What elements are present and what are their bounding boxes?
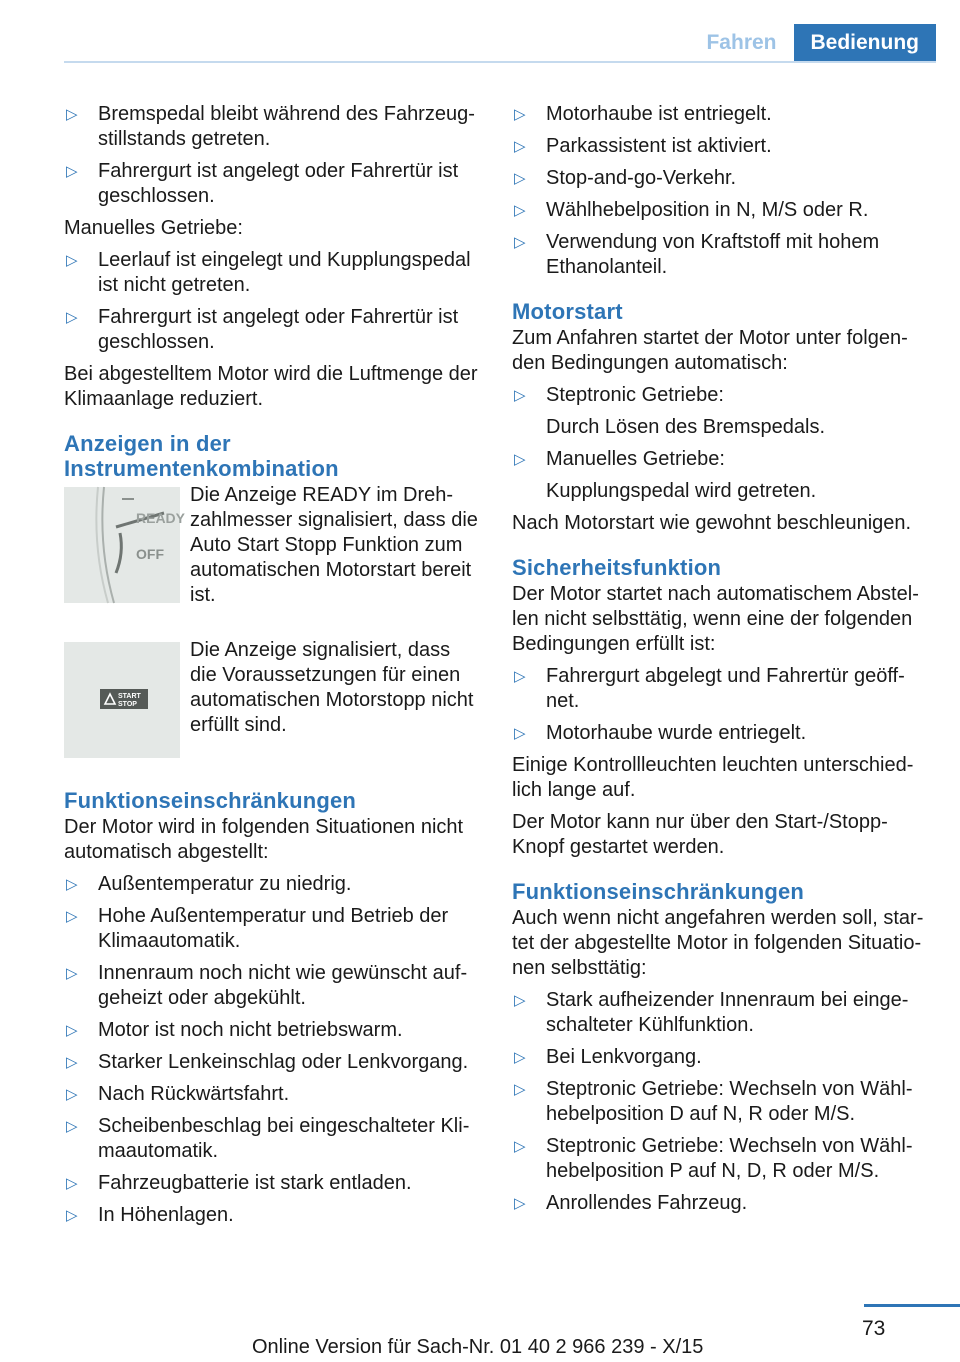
triangle-bullet-icon: ▷	[66, 908, 78, 925]
triangle-bullet-icon: ▷	[514, 202, 526, 219]
header-divider	[64, 61, 936, 63]
list-item: ▷ Stop-and-go-Verkehr.	[514, 167, 737, 189]
triangle-bullet-icon: ▷	[514, 1138, 526, 1155]
list-item: ▷ Nach Rückwärtsfahrt.	[66, 1083, 290, 1105]
list-item: ▷ Bremspedal bleibt während des Fahrzeugstillstands getreten.	[66, 103, 475, 150]
heading-safety: Sicherheitsfunktion	[512, 555, 722, 580]
triangle-bullet-icon: ▷	[514, 106, 526, 123]
limits-list-continued	[512, 102, 928, 280]
list-item: ▷ Parkassistent ist aktiviert.	[514, 135, 772, 157]
triangle-bullet-icon: ▷	[66, 1022, 78, 1039]
triangle-bullet-icon: ▷	[514, 725, 526, 742]
footer-version-text: Online Version für Sach-Nr. 01 40 2 966 239 - X/15	[252, 1336, 704, 1358]
triangle-bullet-icon: ▷	[514, 170, 526, 187]
list-item: ▷ Fahrergurt ist angelegt oder Fahrertür ist geschlossen.	[66, 306, 459, 353]
manual-gearbox-label: Manuelles Getriebe:	[64, 217, 243, 239]
list-item: ▷ Motorhaube ist entriegelt.	[514, 103, 772, 125]
tab-fahren[interactable]: Fahren	[689, 24, 793, 62]
triangle-bullet-icon: ▷	[514, 1195, 526, 1212]
list-item: ▷ Motorhaube wurde entriegelt.	[514, 722, 807, 744]
list-item: ▷ Anrollendes Fahrzeug.	[514, 1192, 748, 1214]
engine-start-intro: Zum Anfahren startet der Motor unter folgenden Bedingungen automatisch:	[512, 327, 908, 374]
off-label: OFF	[136, 546, 164, 562]
list-item: ▷ Fahrzeugbatterie ist stark entladen.	[66, 1172, 412, 1194]
conditions-list-manual	[64, 248, 478, 355]
list-item: ▷ Stark aufheizender Innenraum bei eingeschalteter Kühlfunktion.	[514, 989, 909, 1036]
list-item: ▷ Innenraum noch nicht wie gewünscht aufgeheizt oder abgekühlt.	[66, 962, 468, 1009]
start-stop-indicator-image	[64, 642, 180, 758]
triangle-bullet-icon: ▷	[514, 138, 526, 155]
footer-divider	[864, 1304, 960, 1307]
list-item: ▷ Leerlauf ist eingelegt und Kupplungspedal ist nicht getreten.	[66, 249, 471, 296]
list-item: ▷ Hohe Außentemperatur und Betrieb der Klimaautomatik.	[66, 905, 449, 952]
right-column	[512, 102, 928, 1223]
list-item: ▷ Fahrergurt abgelegt und Fahrertür geöffnet.	[514, 665, 905, 712]
triangle-bullet-icon: ▷	[514, 387, 526, 404]
list-item: ▷ Starker Lenkeinschlag oder Lenkvorgang.	[66, 1051, 469, 1073]
list-item: ▷ Außentemperatur zu niedrig.	[66, 873, 352, 895]
limits-intro: Der Motor wird in folgenden Situationen nicht automatisch abgestellt:	[64, 816, 464, 863]
triangle-bullet-icon: ▷	[66, 1054, 78, 1071]
figure-start-stop	[64, 638, 478, 758]
list-item: ▷ Steptronic Getriebe: Durch Lösen des Bremspedals.	[514, 384, 826, 438]
triangle-bullet-icon: ▷	[66, 1175, 78, 1192]
limits-2-list	[512, 988, 928, 1216]
triangle-bullet-icon: ▷	[66, 965, 78, 982]
heading-display: Anzeigen in der Instrumentenkombination	[64, 431, 339, 481]
safety-intro: Der Motor startet nach automatischem Abstellen nicht selbsttätig, wenn eine der folgenden Bedingungen erfüllt ist:	[512, 583, 919, 655]
list-item: ▷ In Höhenlagen.	[66, 1204, 234, 1226]
page-number: 73	[862, 1317, 886, 1340]
ready-label: READY	[136, 510, 186, 526]
list-item: ▷ Motor ist noch nicht betriebswarm.	[66, 1019, 403, 1041]
start-label: START	[118, 693, 141, 700]
triangle-bullet-icon: ▷	[514, 1049, 526, 1066]
triangle-bullet-icon: ▷	[66, 876, 78, 893]
triangle-bullet-icon: ▷	[66, 106, 78, 123]
figure-ready-text: Die Anzeige READY im Drehzahlmesser signalisiert, dass die Auto Start Stopp Funktion zum automatischen Motorstart bereit ist.	[190, 484, 478, 606]
list-item: ▷ Verwendung von Kraftstoff mit hohem Ethanolanteil.	[514, 231, 880, 278]
climate-note: Bei abgestelltem Motor wird die Luftmenge der Klimaanlage reduziert.	[64, 363, 478, 410]
triangle-bullet-icon: ▷	[514, 234, 526, 251]
triangle-bullet-icon: ▷	[514, 1081, 526, 1098]
triangle-bullet-icon: ▷	[514, 992, 526, 1009]
list-item: ▷ Fahrergurt ist angelegt oder Fahrertür ist geschlossen.	[66, 160, 459, 207]
tachometer-ready-image	[64, 487, 186, 603]
safety-note-lights: Einige Kontrollleuchten leuchten unterschiedlich lange auf.	[512, 754, 914, 801]
heading-limits-2: Funktionseinschränkungen	[512, 879, 805, 904]
triangle-bullet-icon: ▷	[514, 451, 526, 468]
list-item: ▷ Scheibenbeschlag bei eingeschalteter Klimaautomatik.	[66, 1115, 470, 1162]
list-item: ▷ Wählhebelposition in N, M/S oder R.	[514, 199, 869, 221]
list-item: ▷ Bei Lenkvorgang.	[514, 1046, 702, 1068]
header-tabs	[689, 24, 936, 62]
tachometer-icon	[64, 487, 186, 603]
engine-start-note: Nach Motorstart wie gewohnt beschleunigen.	[512, 512, 912, 534]
triangle-bullet-icon: ▷	[66, 1086, 78, 1103]
figure-start-stop-text: Die Anzeige signalisiert, dass die Voraussetzungen für einen automatischen Motorstopp nicht erfüllt sind.	[190, 639, 474, 736]
triangle-bullet-icon: ▷	[66, 1118, 78, 1135]
heading-engine-start: Motorstart	[512, 299, 623, 324]
list-item: ▷ Steptronic Getriebe: Wechseln von Wählhebelposition D auf N, R oder M/S.	[514, 1078, 913, 1125]
conditions-list-automatic	[64, 102, 478, 209]
limits-2-intro: Auch wenn nicht angefahren werden soll, startet der abgestellte Motor in folgenden Situationen selbsttätig:	[512, 907, 924, 979]
stop-label: STOP	[118, 701, 137, 708]
tab-bedienung[interactable]: Bedienung	[794, 24, 937, 62]
safety-list	[512, 664, 928, 746]
triangle-bullet-icon: ▷	[66, 1207, 78, 1224]
safety-note-button: Der Motor kann nur über den Start-/Stopp-Knopf gestartet werden.	[512, 811, 888, 858]
triangle-bullet-icon: ▷	[66, 252, 78, 269]
list-item: ▷ Steptronic Getriebe: Wechseln von Wählhebelposition P auf N, D, R oder M/S.	[514, 1135, 913, 1182]
triangle-bullet-icon: ▷	[66, 309, 78, 326]
limits-list	[64, 872, 478, 1228]
heading-limits: Funktionseinschränkungen	[64, 788, 357, 813]
triangle-bullet-icon: ▷	[514, 668, 526, 685]
start-stop-icon	[64, 642, 180, 758]
figure-ready	[64, 483, 478, 608]
list-item: ▷ Manuelles Getriebe: Kupplungspedal wird getreten.	[514, 448, 817, 502]
engine-start-list	[512, 383, 928, 504]
left-column	[64, 102, 478, 1235]
triangle-bullet-icon: ▷	[66, 163, 78, 180]
